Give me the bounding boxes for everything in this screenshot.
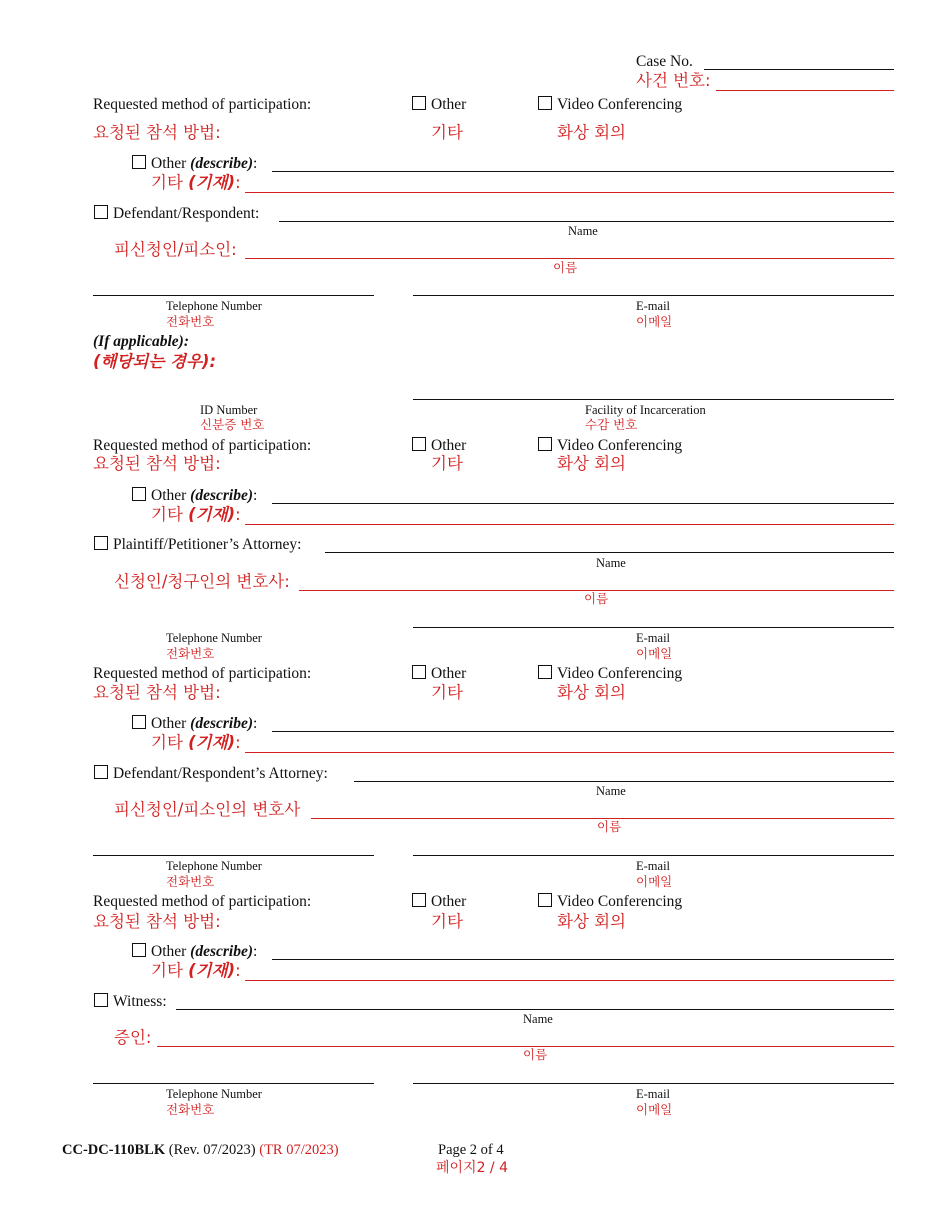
if-applicable-label-ko: (해당되는 경우):	[93, 352, 217, 371]
video-conferencing-checkbox[interactable]	[538, 893, 552, 907]
other-describe-label: Other (describe):	[151, 715, 258, 732]
form-id: CC-DC-110BLK	[62, 1142, 166, 1158]
other-checkbox[interactable]	[412, 96, 426, 110]
video-conferencing-label-ko: 화상 회의	[557, 454, 627, 473]
other-label: Other	[431, 893, 467, 910]
plaintiff-attorney-label: Plaintiff/Petitioner’s Attorney:	[113, 536, 302, 553]
telephone-caption-ko: 전화번호	[166, 874, 215, 889]
video-conferencing-checkbox[interactable]	[538, 437, 552, 451]
participation-label: Requested method of participation:	[93, 665, 312, 682]
telephone-caption-ko: 전화번호	[166, 1102, 215, 1117]
email-caption: E-mail	[636, 1087, 671, 1101]
facility-caption-ko: 수감 번호	[585, 417, 638, 432]
telephone-caption-ko: 전화번호	[166, 646, 215, 661]
defendant-name-field-ko-line	[245, 258, 894, 259]
video-conferencing-label: Video Conferencing	[557, 893, 683, 910]
name-caption-ko: 이름	[597, 819, 622, 834]
other-describe-label-ko: 기타 (기재):	[151, 961, 241, 980]
witness-checkbox[interactable]	[94, 993, 108, 1007]
witness-label: Witness:	[113, 993, 167, 1010]
other-describe-field[interactable]	[272, 959, 894, 960]
other-describe-field[interactable]	[272, 503, 894, 504]
plaintiff-attorney-email-field[interactable]	[413, 627, 894, 628]
name-caption-ko: 이름	[553, 260, 578, 275]
other-describe-checkbox[interactable]	[132, 155, 146, 169]
other-describe-field-ko-line	[245, 524, 894, 525]
case-no-label: Case No.	[636, 53, 693, 70]
email-caption: E-mail	[636, 299, 671, 313]
if-applicable-label: (If applicable):	[93, 333, 189, 350]
name-caption: Name	[568, 224, 598, 238]
participation-label-ko: 요청된 참석 방법:	[93, 123, 221, 142]
other-describe-field-ko-line	[245, 980, 894, 981]
telephone-caption: Telephone Number	[166, 299, 262, 313]
other-describe-field-ko-line	[245, 192, 894, 193]
page-number-ko: 페이지2 / 4	[436, 1160, 509, 1176]
defendant-attorney-label: Defendant/Respondent’s Attorney:	[113, 765, 328, 782]
name-caption: Name	[596, 784, 626, 798]
other-describe-label: Other (describe):	[151, 943, 258, 960]
video-conferencing-label: Video Conferencing	[557, 665, 683, 682]
witness-telephone-field[interactable]	[93, 1083, 374, 1084]
id-number-caption: ID Number	[200, 403, 258, 417]
participation-label: Requested method of participation:	[93, 96, 312, 113]
id-number-caption-ko: 신분증 번호	[200, 417, 265, 432]
other-label: Other	[431, 96, 467, 113]
participation-label-ko: 요청된 참석 방법:	[93, 454, 221, 473]
video-conferencing-label-ko: 화상 회의	[557, 123, 627, 142]
email-caption-ko: 이메일	[636, 874, 673, 889]
case-no-field[interactable]	[704, 69, 894, 70]
participation-label-ko: 요청된 참석 방법:	[93, 683, 221, 702]
participation-label: Requested method of participation:	[93, 437, 312, 454]
other-label: Other	[431, 437, 467, 454]
participation-label-ko: 요청된 참석 방법:	[93, 912, 221, 931]
defendant-label-ko: 피신청인/피소인:	[114, 240, 237, 259]
telephone-caption: Telephone Number	[166, 859, 262, 873]
email-caption-ko: 이메일	[636, 314, 673, 329]
defendant-attorney-label-ko: 피신청인/피소인의 변호사	[114, 800, 301, 819]
other-label-ko: 기타	[431, 912, 463, 931]
email-caption-ko: 이메일	[636, 646, 673, 661]
email-caption: E-mail	[636, 859, 671, 873]
other-describe-checkbox[interactable]	[132, 487, 146, 501]
video-conferencing-checkbox[interactable]	[538, 665, 552, 679]
case-no-field-ko-line	[716, 90, 894, 91]
email-caption: E-mail	[636, 631, 671, 645]
other-describe-field[interactable]	[272, 171, 894, 172]
other-label-ko: 기타	[431, 683, 463, 702]
plaintiff-attorney-name-field[interactable]	[325, 552, 894, 553]
other-describe-checkbox[interactable]	[132, 715, 146, 729]
facility-caption: Facility of Incarceration	[585, 403, 706, 417]
name-caption-ko: 이름	[523, 1047, 548, 1062]
name-caption: Name	[523, 1012, 553, 1026]
form-revision: (Rev. 07/2023)	[165, 1142, 260, 1158]
video-conferencing-label: Video Conferencing	[557, 437, 683, 454]
defendant-telephone-field[interactable]	[93, 295, 374, 296]
case-no-label-ko: 사건 번호:	[636, 71, 711, 90]
facility-field[interactable]	[413, 399, 894, 400]
plaintiff-attorney-checkbox[interactable]	[94, 536, 108, 550]
name-caption-ko: 이름	[584, 591, 609, 606]
video-conferencing-label-ko: 화상 회의	[557, 912, 627, 931]
other-describe-label: Other (describe):	[151, 155, 258, 172]
defendant-attorney-checkbox[interactable]	[94, 765, 108, 779]
witness-name-field[interactable]	[176, 1009, 894, 1010]
video-conferencing-label: Video Conferencing	[557, 96, 683, 113]
other-checkbox[interactable]	[412, 665, 426, 679]
defendant-attorney-name-field[interactable]	[354, 781, 894, 782]
witness-email-field[interactable]	[413, 1083, 894, 1084]
name-caption: Name	[596, 556, 626, 570]
other-describe-label-ko: 기타 (기재):	[151, 733, 241, 752]
video-conferencing-label-ko: 화상 회의	[557, 683, 627, 702]
page-number: Page 2 of 4	[438, 1142, 504, 1158]
telephone-caption-ko: 전화번호	[166, 314, 215, 329]
other-checkbox[interactable]	[412, 437, 426, 451]
defendant-attorney-email-field[interactable]	[413, 855, 894, 856]
defendant-label: Defendant/Respondent:	[113, 205, 260, 222]
other-describe-label-ko: 기타 (기재):	[151, 173, 241, 192]
other-describe-checkbox[interactable]	[132, 943, 146, 957]
video-conferencing-checkbox[interactable]	[538, 96, 552, 110]
witness-label-ko: 증인:	[114, 1028, 152, 1047]
other-describe-label: Other (describe):	[151, 487, 258, 504]
other-checkbox[interactable]	[412, 893, 426, 907]
other-label-ko: 기타	[431, 454, 463, 473]
other-describe-label-ko: 기타 (기재):	[151, 505, 241, 524]
defendant-attorney-telephone-field[interactable]	[93, 855, 374, 856]
telephone-caption: Telephone Number	[166, 1087, 262, 1101]
participation-label: Requested method of participation:	[93, 893, 312, 910]
defendant-email-field[interactable]	[413, 295, 894, 296]
defendant-name-field[interactable]	[279, 221, 894, 222]
other-describe-field-ko-line	[245, 752, 894, 753]
form-id-footer	[62, 1141, 339, 1159]
form-translation: (TR 07/2023)	[259, 1142, 339, 1158]
other-label: Other	[431, 665, 467, 682]
plaintiff-attorney-label-ko: 신청인/청구인의 변호사:	[114, 572, 290, 591]
telephone-caption: Telephone Number	[166, 631, 262, 645]
other-label-ko: 기타	[431, 123, 463, 142]
other-describe-field[interactable]	[272, 731, 894, 732]
defendant-checkbox[interactable]	[94, 205, 108, 219]
email-caption-ko: 이메일	[636, 1102, 673, 1117]
